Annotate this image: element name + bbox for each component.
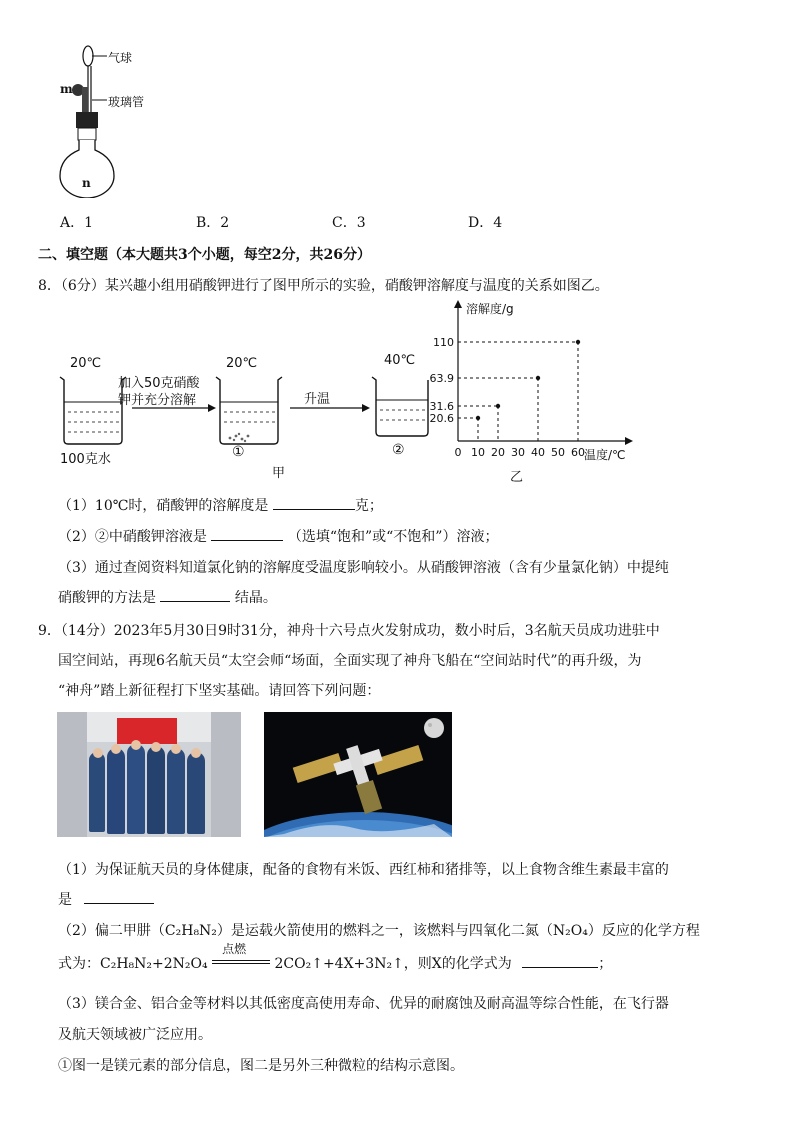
section-2-header: 二、填空题（本大题共3个小题，每空2分，共26分） [38,247,371,263]
balloon-shape [83,46,93,66]
beaker-2 [216,377,282,444]
q9-stem-line3: “神舟”踏上新征程打下坚实基础。请回答下列问题： [58,683,381,699]
q8-sub2-text-a: （2）②中硝酸钾溶液是 [58,529,207,545]
q9-sub2-answer-blank[interactable] [522,953,598,968]
q8-sub3-line1: （3）通过查阅资料知道氯化钠的溶解度受温度影响较小。从硝酸钾溶液（含有少量氯化钠）中提纯 [58,560,669,576]
y-axis-arrow [454,300,462,308]
q8-sub2 [58,526,498,546]
glass-tube-label: 玻璃管 [108,95,145,109]
stopper [76,112,98,128]
space-station-photo [264,712,452,837]
q8-sub3-answer-blank[interactable] [160,587,230,602]
q8-sub2-answer-blank[interactable] [211,526,283,541]
beaker-1-temp: 20℃ [70,356,102,371]
figure-jia-caption: 甲 [272,466,286,481]
chart-ylabel: 溶解度/g [466,302,514,316]
q8-sub1-text-a: （1）10℃时，硝酸钾的溶解度是 [58,498,269,514]
q8-sub1 [58,495,383,515]
data-point-0 [476,416,480,420]
flag-shape [117,718,177,744]
x-tick-label-3: 30 [511,446,525,459]
x-tick-label-2: 20 [491,446,505,459]
q9-sub1-text-a: 是 [58,892,72,908]
astronauts-photo [57,712,241,837]
q9-sub3-item1: ①图一是镁元素的部分信息，图二是另外三种微粒的结构示意图。 [58,1058,464,1074]
q7-option-d: D．4 [468,215,503,231]
q9-sub1-line2 [58,889,154,909]
arrow-2-label: 升温 [304,392,331,407]
beaker-1 [60,377,126,444]
q9-stem-line1: 9．（14分）2023年5月30日9时31分，神舟十六号点火发射成功，数小时后，3名航天员成功进驻中 [38,623,660,639]
q7-option-b: B．2 [196,215,230,231]
flask-n-label: n [82,176,91,190]
x-tick-label-0: 0 [454,446,462,459]
q9-sub2-equation [58,942,613,973]
data-point-3 [576,340,580,344]
solubility-chart [420,296,640,461]
q8-sub2-text-b: （选填“饱和”或“不饱和”）溶液； [287,529,499,545]
arrow-1-label-line2: 钾并充分溶解 [118,393,197,408]
beaker-2-label: ① [232,444,245,460]
beaker-3-label: ② [392,442,405,458]
undissolved-crystals [229,433,250,442]
q9-sub2-line1: （2）偏二甲肼（C₂H₈N₂）是运载火箭使用的燃料之一，该燃料与四氧化二氮（N₂O₄）反应的化学方程 [58,923,700,939]
q9-equation-products: 2CO₂↑+4X+3N₂↑，则X的化学式为 [274,956,512,972]
q8-sub3-line2 [58,587,277,607]
q9-sub1-answer-blank[interactable] [84,889,154,904]
q8-stem: 8．（6分）某兴趣小组用硝酸钾进行了图甲所示的实验，硝酸钾溶解度与温度的关系如图乙。 [38,278,609,294]
q7-option-a: A．1 [60,215,94,231]
q9-sub3-line1: （3）镁合金、铝合金等材料以其低密度高使用寿命、优异的耐腐蚀及耐高温等综合性能，在飞行器 [58,996,669,1012]
y-tick-label-2: 63.9 [429,372,454,385]
beaker-2-temp: 20℃ [226,356,258,371]
q8-sub3-text-a: 硝酸钾的方法是 [58,590,156,606]
data-point-1 [496,404,500,408]
x-tick-label-1: 10 [471,446,485,459]
q7-option-c: C．3 [332,215,366,231]
data-point-2 [536,376,540,380]
q9-equation-condition: 点燃 [222,942,247,956]
q9-equation-arrow [212,942,270,968]
x-tick-label-5: 50 [551,446,565,459]
q9-stem-line2: 国空间站，再现6名航天员“太空会师“场面，全面实现了神舟飞船在“空间站时代”的再升级，为 [58,653,642,669]
arrow-1-label-line1: 加入50克硝酸 [118,376,200,391]
q9-sub1-line1: （1）为保证航天员的身体健康，配备的食物有米饭、西红柿和猪排等，以上食物含维生素最丰富的 [58,862,669,878]
q8-sub1-answer-blank[interactable] [273,495,355,510]
balloon-label: 气球 [108,51,133,65]
beaker-1-label: 100克水 [60,452,111,467]
y-tick-label-0: 20.6 [429,412,454,425]
x-axis-arrow [625,437,633,445]
moon-shape [424,718,444,738]
chart-xlabel: 温度/℃ [584,448,626,462]
q9-sub3-line2: 及航天领域被广泛应用。 [58,1027,212,1043]
m-label: m [60,82,73,96]
beaker-3-temp: 40℃ [384,353,416,368]
q9-sub2-end: ； [598,956,613,972]
x-tick-label-6: 60 [571,446,585,459]
q8-sub1-text-b: 克； [354,498,383,514]
figure-yi-caption: 乙 [510,470,524,485]
y-tick-label-3: 110 [433,336,454,349]
y-tick-label-1: 31.6 [429,400,454,413]
x-tick-label-4: 40 [531,446,545,459]
q8-sub3-text-b: 结晶。 [234,590,277,606]
station-shape [293,745,424,814]
q9-equation-reactants: 式为：C₂H₈N₂+2N₂O₄ [58,956,208,972]
